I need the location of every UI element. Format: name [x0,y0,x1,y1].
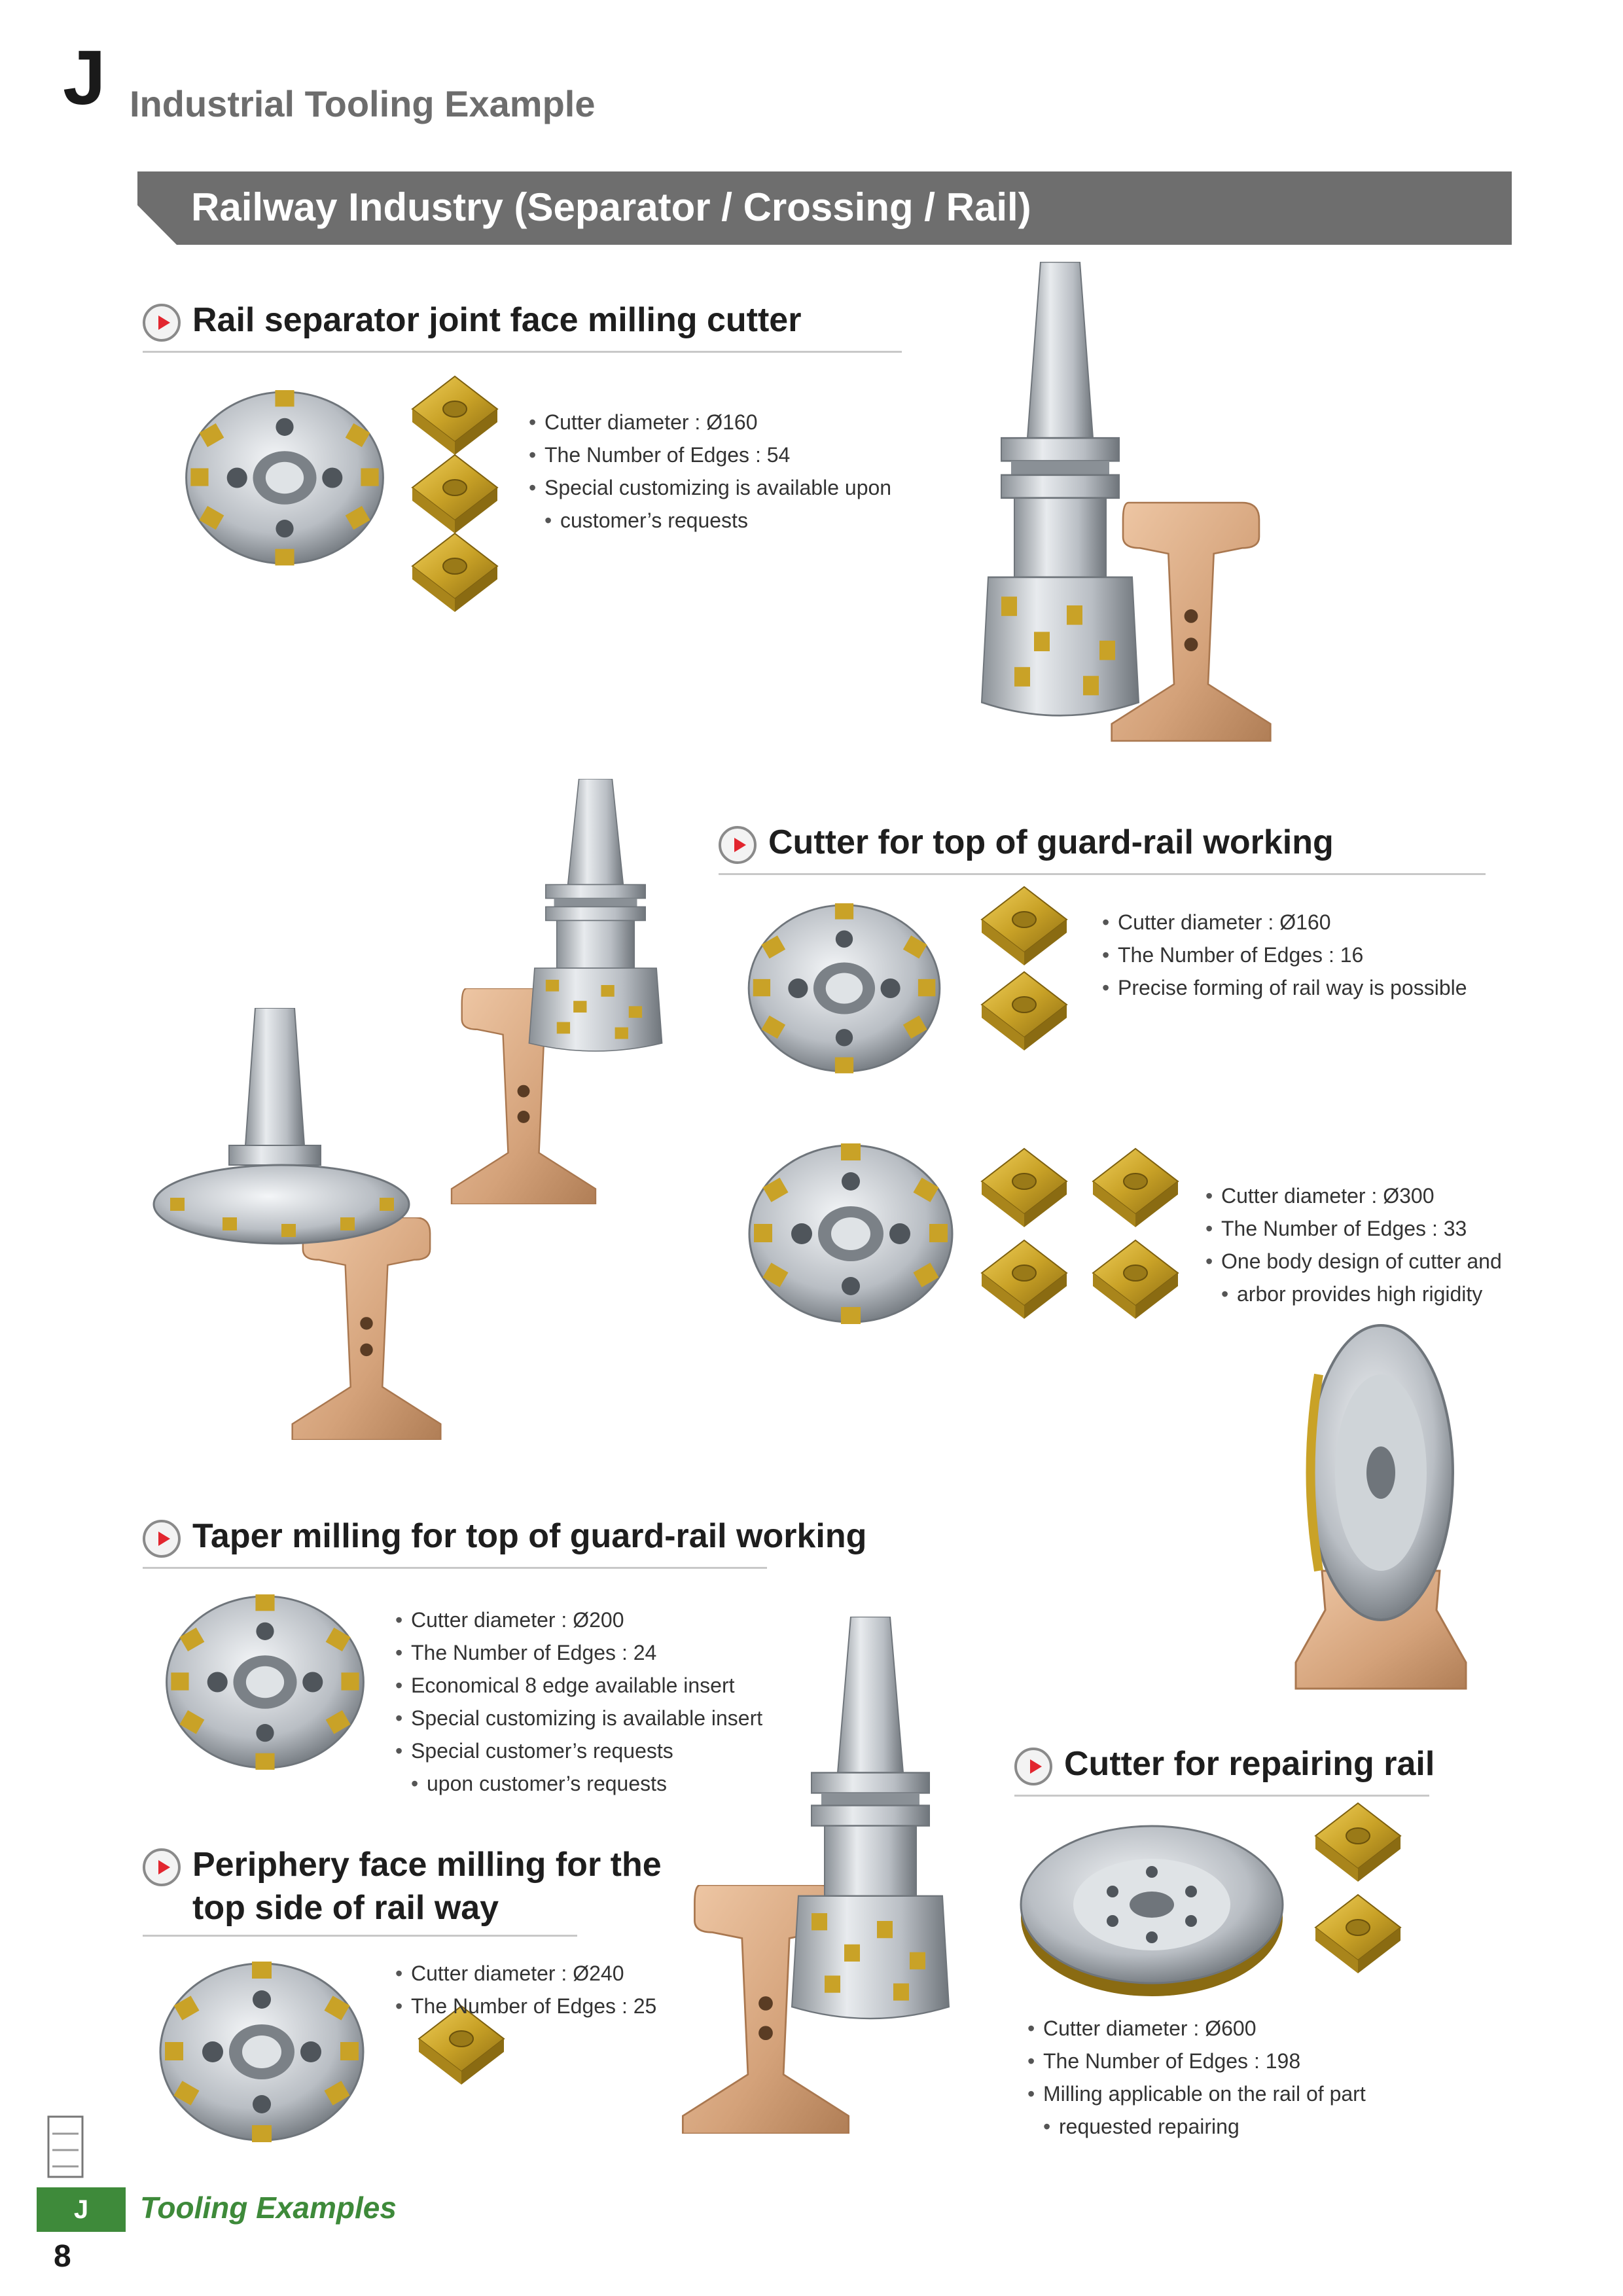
spec-item: • requested repairing [1027,2110,1366,2143]
spindle-cutter-image [785,1617,955,2022]
title-line: Periphery face milling for the [192,1846,662,1884]
play-arrow-icon [143,1848,181,1886]
section-divider [1014,1795,1429,1797]
section-heading-periphery [143,1843,662,1929]
guard-top-specs-a [1102,906,1467,1004]
page-number: 8 [54,2239,71,2274]
spec-item: • Special customer’s requests [395,1734,762,1767]
repair-specs [1027,2012,1366,2143]
insert-icon [1309,1892,1407,1977]
insert-icon [406,530,504,615]
spindle-cutter-image [975,262,1145,720]
disc-cutter-image [151,1008,412,1270]
section-divider [143,351,902,353]
spec-item: • The Number of Edges : 33 [1205,1212,1502,1245]
side-thumbnail-icon [46,2114,85,2179]
taper-cutter-image [157,1584,373,1780]
spec-item: • The Number of Edges : 24 [395,1636,762,1669]
insert-icon [1309,1800,1407,1885]
repair-wheel-image [1283,1322,1479,1728]
spec-item: • Cutter diameter : Ø160 [529,406,891,439]
periphery-specs [395,1957,656,2022]
spec-item: • The Number of Edges : 198 [1027,2045,1366,2077]
spec-item: • Cutter diameter : Ø300 [1205,1179,1502,1212]
spec-item: • Precise forming of rail way is possible [1102,971,1467,1004]
spec-item: • upon customer’s requests [395,1767,762,1800]
spec-item: • Economical 8 edge available insert [395,1669,762,1702]
section-title: Taper milling for top of guard-rail working [192,1517,867,1555]
insert-icon [975,1237,1073,1322]
section-title: Rail separator joint face milling cutter [192,301,802,339]
section-divider [143,1567,767,1569]
footer-section-label: Tooling Examples [140,2191,397,2225]
spec-item: • arbor provides high rigidity [1205,1278,1502,1310]
section-title [192,1843,662,1929]
insert-icon [406,452,504,537]
section-divider [719,873,1486,875]
play-arrow-icon [1014,1748,1052,1785]
section-heading-repair [1014,1742,1435,1785]
section-heading-guard-top [719,821,1334,864]
insert-icon [975,969,1073,1054]
periphery-cutter-image [151,1950,373,2153]
insert-icon [406,373,504,458]
spec-item: • Cutter diameter : Ø600 [1027,2012,1366,2045]
section-title: Cutter for top of guard-rail working [768,823,1334,861]
section-heading-separator [143,298,801,342]
spec-item: • The Number of Edges : 16 [1102,939,1467,971]
spec-item: • customer’s requests [529,504,891,537]
spec-item: • Special customizing is available upon [529,471,891,504]
chapter-letter: J [63,35,106,121]
title-line: top side of rail way [192,1889,499,1927]
banner-title: Railway Industry (Separator / Crossing / Rail) [191,185,1031,229]
section-divider [143,1935,577,1937]
spec-item: • One body design of cutter and [1205,1245,1502,1278]
play-arrow-icon [143,304,181,342]
insert-icon [1086,1145,1185,1230]
spec-item: • The Number of Edges : 54 [529,439,891,471]
section-heading-taper [143,1515,866,1558]
guard-top-specs-b [1205,1179,1502,1310]
repair-cutter-image [1014,1806,1289,2003]
spec-item: • Special customizing is available insert [395,1702,762,1734]
taper-specs [395,1604,762,1800]
guard-cutter-image [740,890,949,1086]
separator-specs [529,406,891,537]
spindle-cutter-image [524,779,668,1054]
insert-icon [975,884,1073,969]
spec-item: • Cutter diameter : Ø240 [395,1957,656,1990]
play-arrow-icon [143,1520,181,1558]
insert-icon [1086,1237,1185,1322]
spec-item: • Cutter diameter : Ø160 [1102,906,1467,939]
play-arrow-icon [719,826,757,864]
section-title: Cutter for repairing rail [1064,1745,1435,1783]
footer-chapter-tab[interactable]: J [37,2187,126,2232]
spec-item: • Cutter diameter : Ø200 [395,1604,762,1636]
separator-cutter-image [177,380,393,576]
guard-cutter-image [740,1126,962,1342]
spec-item: • The Number of Edges : 25 [395,1990,656,2022]
insert-icon [975,1145,1073,1230]
chapter-title: Industrial Tooling Example [130,83,596,124]
spec-item: • Milling applicable on the rail of part [1027,2077,1366,2110]
